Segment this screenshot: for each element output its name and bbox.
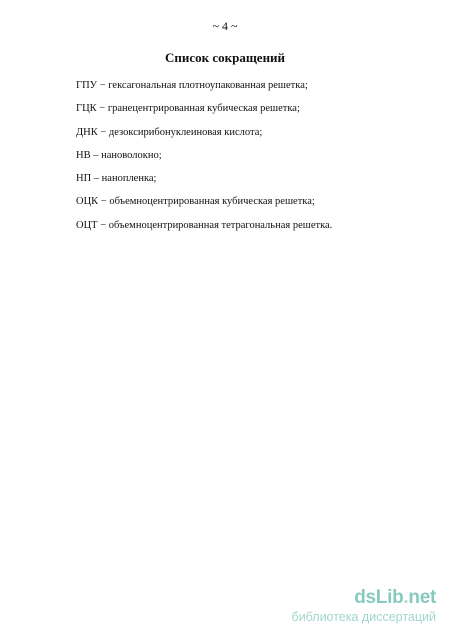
abbreviation-term: НП (76, 173, 92, 185)
abbreviation-term: ГПУ (76, 80, 98, 91)
abbreviation-definition: нанопленка; (101, 173, 157, 185)
page-number: ~ 4 ~ (212, 19, 238, 33)
abbreviation-separator: − (96, 103, 108, 115)
logo-tld-text: net (408, 587, 436, 608)
abbreviation-separator: − (97, 80, 109, 91)
list-item (76, 148, 332, 171)
abbreviation-definition: объемноцентрированная тетрагональная решетка. (108, 219, 333, 231)
abbreviation-definition: объемноцентрированная кубическая решетка; (109, 196, 315, 208)
list-item (76, 171, 332, 194)
watermark-subtitle: библиотека диссертаций (291, 610, 436, 624)
list-item (76, 101, 332, 124)
logo-dot: . (403, 587, 409, 608)
abbreviation-term: ОЦТ (76, 219, 98, 231)
abbreviation-definition: гексагональная плотноупакованная решетка; (108, 80, 308, 91)
abbreviation-list (76, 78, 332, 241)
abbreviation-separator: – (90, 149, 102, 161)
abbreviation-separator: − (97, 219, 109, 231)
list-item (76, 78, 332, 101)
abbreviation-definition: дезоксирибонуклеиновая кислота; (108, 126, 263, 138)
abbreviation-term: ОЦК (76, 196, 99, 208)
abbreviation-separator: − (97, 126, 109, 138)
logo-main-text: dsLib (354, 587, 404, 608)
abbreviation-term: НВ (76, 149, 91, 161)
abbreviation-term: ДНК (76, 126, 98, 138)
site-logo (236, 587, 436, 609)
list-item (76, 194, 332, 217)
abbreviation-term: ГЦК (76, 103, 97, 115)
list-item (76, 218, 332, 241)
abbreviation-separator: − (98, 196, 110, 208)
watermark (236, 587, 436, 625)
page-title: Список сокращений (164, 50, 286, 65)
abbreviation-definition: гранецентрированная кубическая решетка; (107, 103, 300, 115)
abbreviation-separator: – (91, 173, 102, 185)
list-item (76, 125, 332, 148)
abbreviation-definition: нановолокно; (101, 149, 162, 161)
